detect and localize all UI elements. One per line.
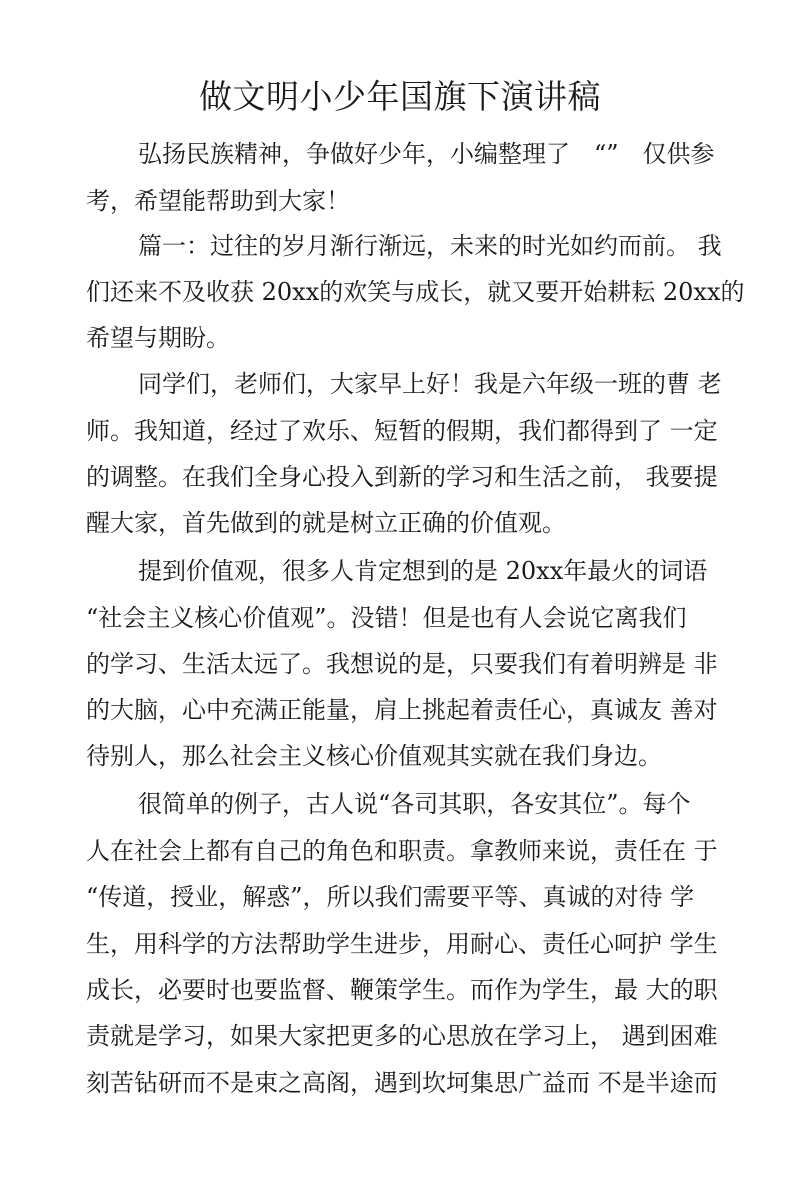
document-title: 做文明小少年国旗下演讲稿 — [199, 77, 601, 116]
paragraph-line: 的学习、生活太远了。我想说的是，只要我们有着明辨是 非 — [86, 650, 718, 678]
paragraph-line: 弘扬民族精神，争做好少年，小编整理了 “” 仅供参 — [138, 140, 715, 168]
paragraph-line: 提到价值观，很多人肯定想到的是 20xx年最火的词语 — [138, 557, 708, 585]
paragraph-line: 责就是学习，如果大家把更多的心思放在学习上， 遇到困难 — [86, 1022, 718, 1050]
paragraph-line: “社会主义核心价值观”。没错！但是也有人会说它离我们 — [86, 604, 687, 632]
paragraph-line: “传道，授业，解惑”，所以我们需要平等、真诚的对待 学 — [86, 883, 695, 911]
paragraph-line: 考，希望能帮助到大家！ — [86, 187, 350, 215]
paragraph-line: 同学们，老师们，大家早上好！我是六年级一班的曹 老 — [138, 370, 722, 398]
paragraph-line: 待别人，那么社会主义核心价值观其实就在我们身边。 — [86, 742, 662, 770]
paragraph-line: 刻苦钻研而不是束之高阁，遇到坎坷集思广益而 不是半途而 — [86, 1069, 718, 1097]
paragraph-line: 的大脑，心中充满正能量，肩上挑起着责任心，真诚友 善对 — [86, 696, 718, 724]
paragraph-line: 生，用科学的方法帮助学生进步，用耐心、责任心呵护 学生 — [86, 930, 718, 958]
paragraph-line: 篇一：过往的岁月渐行渐远，未来的时光如约而前。 我 — [138, 232, 722, 260]
paragraph-line: 希望与期盼。 — [86, 324, 230, 352]
paragraph-line: 们还来不及收获 20xx的欢笑与成长，就又要开始耕耘 20xx的 — [86, 278, 745, 306]
paragraph-line: 的调整。在我们全身心投入到新的学习和生活之前， 我要提 — [86, 463, 718, 491]
paragraph-line: 师。我知道，经过了欢乐、短暂的假期，我们都得到了 一定 — [86, 417, 718, 445]
paragraph-line: 人在社会上都有自己的角色和职责。拿教师来说，责任在 于 — [86, 837, 718, 865]
paragraph-line: 很简单的例子，古人说“各司其职，各安其位”。每个 — [138, 790, 691, 818]
paragraph-line: 成长，必要时也要监督、鞭策学生。而作为学生，最 大的职 — [86, 976, 718, 1004]
paragraph-line: 醒大家，首先做到的就是树立正确的价值观。 — [86, 509, 566, 537]
